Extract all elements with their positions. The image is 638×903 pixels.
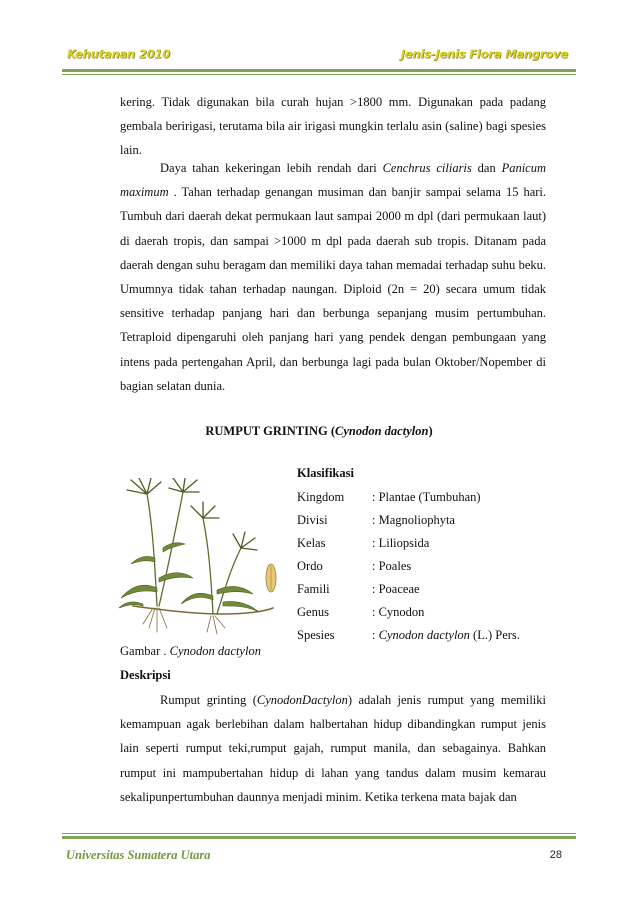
- intro-paragraph-2: [120, 156, 546, 398]
- classification-value: : Magnoliophyta: [372, 513, 455, 527]
- classification-key: Famili: [297, 582, 330, 596]
- classification-key: Kingdom: [297, 490, 345, 504]
- description-heading: Deskripsi: [120, 668, 171, 682]
- header-rule-thin: [62, 74, 576, 75]
- classification-value: : Cynodon: [372, 605, 425, 619]
- header-right-title: Jenis-Jenis Flora Mangrove: [400, 47, 568, 61]
- p2-text-c: . Tahan terhadap genangan musiman dan banjir sampai selama 15 hari. Tumbuh dari daerah dekat permukaan laut sampai 2000 m dpl (dari permukaan laut) di daerah tropis, dan sampai >1000 m dpl pada daerah sub tropis. Ditanam pada daerah dengan suhu beragam dan memiliki daya tahan memadai terhadap suhu beku. Umumnya tidak tahan terhadap naungan. Diploid (2n = 20) secara umum tidak sensitive terhadap panjang hari dan berbunga sepanjang musim pertumbuhan. Tetraploid dipengaruhi oleh panjang hari yang pendek dengan pembungaan yang intens pada pertengahan April, dan berbunga lagi pada bulan Oktober/Nopember di bagian selatan dunia.: [120, 185, 546, 393]
- header-rule: [62, 69, 576, 72]
- footer-rule-thin: [62, 833, 576, 834]
- p2-species-1: Cenchrus ciliaris: [382, 161, 472, 175]
- classification-value: : Liliopsida: [372, 536, 430, 550]
- footer-university: Universitas Sumatera Utara: [66, 848, 211, 862]
- classification-key: Genus: [297, 605, 329, 619]
- classification-value: [372, 628, 520, 643]
- classification-row-genus: [297, 605, 557, 621]
- classification-row-kingdom: [297, 490, 557, 506]
- footer-rule: [62, 836, 576, 839]
- spesies-colon: :: [372, 628, 379, 642]
- classification-value: : Poales: [372, 559, 412, 573]
- desc-text-b: ) adalah jenis rumput yang memiliki kemampuan agak berlebihan dalam halbertahan hidup dibandingkan rumput jenis lain seperti rumput teki,rumput gajah, rumput manila, dan sebagainya. Bahkan rumput ini mampubertahan hidup di lahan yang tandus dalam musim kemarau sekalipunpertumbuhan daunnya menjadi minim. Ketika terkena mata bajak dan: [120, 693, 546, 804]
- classification-value: : Plantae (Tumbuhan): [372, 490, 481, 504]
- section-title: [0, 424, 638, 439]
- description-paragraph: [120, 688, 546, 809]
- desc-species: CynodonDactylon: [256, 693, 348, 707]
- caption-prefix: Gambar .: [120, 644, 170, 658]
- classification-row-spesies: [297, 628, 557, 644]
- classification-row-kelas: [297, 536, 557, 552]
- p2-text-b: dan: [471, 161, 502, 175]
- desc-text-a: Rumput grinting (: [160, 693, 257, 707]
- classification-heading: Klasifikasi: [297, 466, 354, 480]
- classification-key: Ordo: [297, 559, 323, 573]
- header-left-title: Kehutanan 2010: [67, 47, 171, 61]
- classification-key: Kelas: [297, 536, 326, 550]
- intro-paragraph-1: kering. Tidak digunakan bila curah hujan >1800 mm. Digunakan pada padang gembala beririgasi, terutama bila air irigasi mungkin terlalu asin (saline) bagi spesies lain.: [120, 95, 546, 158]
- cynodon-plant-illustration: [113, 478, 285, 638]
- section-title-species: Cynodon dactylon: [335, 424, 429, 438]
- classification-key: Spesies: [297, 628, 335, 642]
- classification-row-ordo: [297, 559, 557, 575]
- section-title-a: RUMPUT GRINTING (: [205, 424, 336, 438]
- figure-caption: [120, 644, 261, 659]
- classification-row-divisi: [297, 513, 557, 529]
- spesies-name: Cynodon dactylon: [378, 628, 470, 642]
- classification-value: : Poaceae: [372, 582, 420, 596]
- classification-row-famili: [297, 582, 557, 598]
- classification-key: Divisi: [297, 513, 328, 527]
- spesies-author: (L.) Pers.: [469, 628, 520, 642]
- section-title-b: ): [428, 424, 433, 438]
- p2-species-2: Panicum maximum: [120, 161, 546, 200]
- page-number: 28: [549, 849, 562, 861]
- p2-text-a: Daya tahan kekeringan lebih rendah dari: [160, 161, 383, 175]
- caption-species: Cynodon dactylon: [169, 644, 261, 658]
